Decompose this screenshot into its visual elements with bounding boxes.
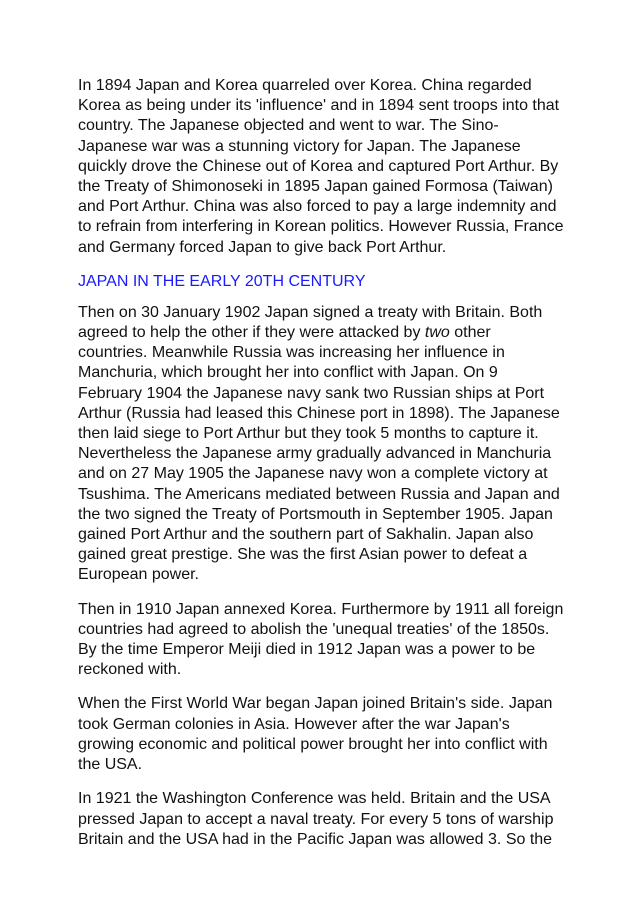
paragraph-russo-japanese-war [78, 303, 564, 586]
paragraph-text-part: Then on 30 January 1902 Japan signed a treaty with Britain. Both agreed to help the other if they were attacked by [78, 303, 543, 342]
paragraph-sino-japanese-war: In 1894 Japan and Korea quarreled over Korea. China regarded Korea as being under its 'influence' and in 1894 sent troops into that country. The Japanese objected and went to war. The Sino-Japanese war was a stunning victory for Japan. The Japanese quickly drove the Chinese out of Korea and captured Port Arthur. By the Treaty of Shimonoseki in 1895 Japan gained Formosa (Taiwan) and Port Arthur. China was also forced to pay a large indemnity and to refrain from interfering in Korean politics. However Russia, France and Germany forced Japan to give back Port Arthur. [78, 77, 564, 256]
emphasis-text: two [424, 324, 450, 342]
paragraph-washington-conference: In 1921 the Washington Conference was held. Britain and the USA pressed Japan to accept a naval treaty. For every 5 tons of warship Britain and the USA had in the Pacific Japan was allowed 3. So the [78, 790, 554, 848]
paragraph-first-world-war: When the First World War began Japan joined Britain's side. Japan took German colonies in Asia. However after the war Japan's growing economic and political power brought her into conflict with the USA. [78, 695, 553, 774]
section-heading: JAPAN IN THE EARLY 20TH CENTURY [78, 272, 366, 290]
document-body [78, 76, 564, 864]
paragraph-korea-annexation: Then in 1910 Japan annexed Korea. Furthermore by 1911 all foreign countries had agreed to abolish the 'unequal treaties' of the 1850s. By the time Emperor Meiji died in 1912 Japan was a power to be reckoned with. [78, 600, 564, 679]
paragraph-text-part: other countries. Meanwhile Russia was increasing her influence in Manchuria, which brought her into conflict with Japan. On 9 February 1904 the Japanese navy sank two Russian ships at Port Arthur (Russia had leased this Chinese port in 1898). The Japanese then laid siege to Port Arthur but they took 5 months to capture it. Nevertheless the Japanese army gradually advanced in Manchuria and on 27 May 1905 the Japanese navy won a complete victory at Tsushima. The Americans mediated between Russia and Japan and the two signed the Treaty of Portsmouth in September 1905. Japan gained Port Arthur and the southern part of Sakhalin. Japan also gained great prestige. She was the first Asian power to defeat a European power. [78, 324, 560, 584]
